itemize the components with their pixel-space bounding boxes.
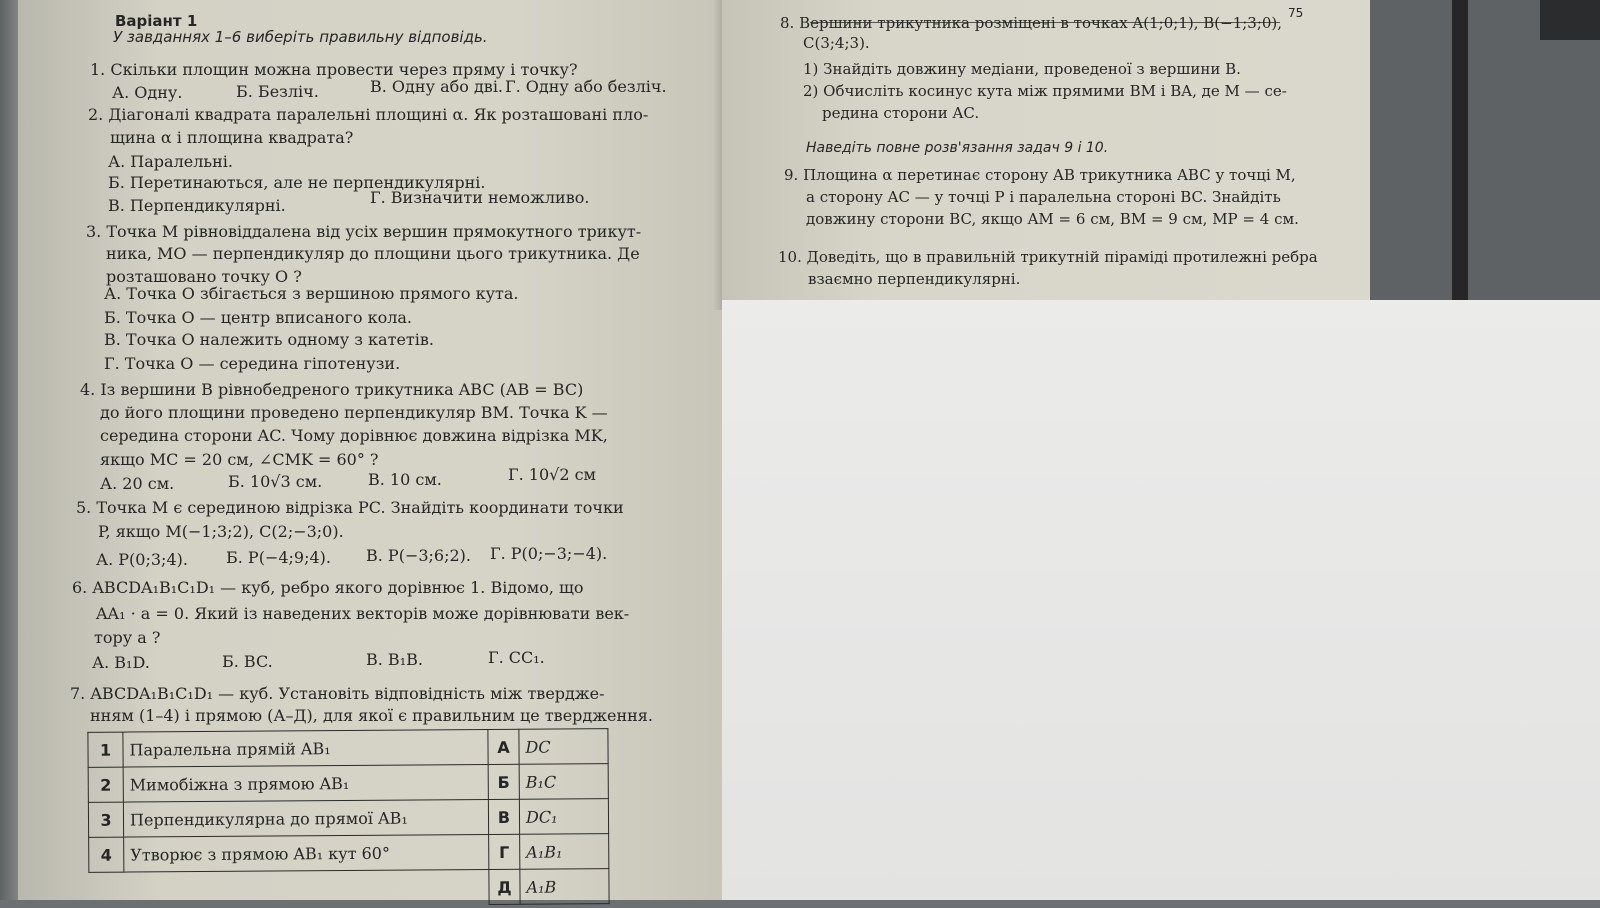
- q5-option-g: Г. P(0;−3;−4).: [490, 544, 608, 563]
- q6-text-1: 6. ABCDA₁B₁C₁D₁ — куб, ребро якого дорівнює 1. Відомо, що: [72, 578, 584, 597]
- q8-text-1: 8. Вершини трикутника розміщені в точках A(1;0;1), B(−1;3;0),: [780, 14, 1283, 32]
- q1-option-b: Б. Безліч.: [236, 82, 319, 101]
- row-letter: А: [488, 729, 519, 764]
- q3-text-1: 3. Точка M рівновіддалена від усіх вершин прямокутного трикут-: [86, 222, 642, 241]
- row-statement: Утворює з прямою AB₁ кут 60°: [124, 835, 489, 873]
- q8-text-2: C(3;4;3).: [803, 34, 870, 52]
- q6-text-3: тору a ?: [94, 628, 161, 647]
- q9-text-1: 9. Площина α перетинає сторону AB трикутника ABC у точці M,: [784, 166, 1296, 184]
- q5-option-a: А. P(0;3;4).: [96, 550, 188, 569]
- q3-option-v: В. Точка O належить одному з катетів.: [104, 330, 434, 349]
- q4-text-1: 4. Із вершини B рівнобедреного трикутника ABC (AB = BC): [80, 380, 584, 399]
- q6-option-g: Г. CC₁.: [488, 648, 545, 667]
- q1-option-a: А. Одну.: [112, 83, 183, 102]
- q6-option-v: В. B₁B.: [366, 650, 423, 669]
- q5-text-2: P, якщо M(−1;3;2), C(2;−3;0).: [98, 522, 344, 541]
- q3-option-a: А. Точка O збігається з вершиною прямого кута.: [104, 284, 519, 303]
- q1-text: 1. Скільки площин можна провести через пряму і точку?: [90, 60, 578, 79]
- section-instruction: Наведіть повне розв'язання задач 9 і 10.: [806, 140, 1109, 156]
- q9-text-2: а сторону AC — у точці P і паралельна стороні BC. Знайдіть: [806, 188, 1281, 206]
- q3-option-g: Г. Точка O — середина гіпотенузи.: [104, 354, 401, 373]
- row-statement: [124, 870, 489, 908]
- instruction: У завданнях 1–6 виберіть правильну відповідь.: [113, 28, 488, 46]
- row-answer: DC: [519, 729, 608, 765]
- q4-option-a: А. 20 см.: [100, 474, 175, 493]
- variant-title: Варіант 1: [115, 12, 198, 30]
- q2-option-v: В. Перпендикулярні.: [108, 196, 286, 215]
- q1-option-g: Г. Одну або безліч.: [505, 77, 667, 96]
- q1-option-v: В. Одну або дві.: [370, 77, 504, 96]
- q4-text-2: до його площини проведено перпендикуляр BM. Точка K —: [100, 403, 608, 422]
- row-statement: Мимобіжна з прямою AB₁: [123, 765, 488, 803]
- page-number: 75: [1288, 6, 1304, 20]
- q2-option-b: Б. Перетинаються, але не перпендикулярні.: [108, 173, 486, 192]
- row-statement: Перпендикулярна до прямої AB₁: [123, 800, 488, 838]
- table-row: [88, 799, 608, 838]
- blank-paper-sheet: [722, 300, 1600, 900]
- q2-option-a: А. Паралельні.: [108, 152, 233, 171]
- desk-right: [1370, 0, 1600, 300]
- q7-text-2: нням (1–4) і прямою (А–Д), для якої є правильним це твердження.: [90, 706, 653, 725]
- q3-text-3: розташовано точку O ?: [106, 267, 302, 286]
- row-answer: B₁C: [519, 764, 608, 800]
- row-number: 2: [88, 767, 123, 802]
- q7-text-1: 7. ABCDA₁B₁C₁D₁ — куб. Установіть відповідність між твердже-: [70, 684, 605, 703]
- table-row: [89, 869, 609, 908]
- q8-item-1: 1) Знайдіть довжину медіани, проведеної з вершини B.: [803, 60, 1241, 78]
- q5-option-v: В. P(−3;6;2).: [366, 546, 471, 565]
- row-letter: В: [488, 799, 519, 834]
- q4-option-b: Б. 10√3 см.: [228, 472, 323, 491]
- q8-item-2-cont: редина сторони AC.: [822, 104, 980, 122]
- q8-item-2: 2) Обчисліть косинус кута між прямими BM і BA, де M — се-: [803, 82, 1287, 100]
- row-number: 4: [89, 837, 124, 872]
- row-letter: Д: [489, 869, 520, 904]
- q2-text-1: 2. Діагоналі квадрата паралельні площині α. Як розташовані пло-: [88, 105, 649, 124]
- table-row: [88, 729, 608, 768]
- row-letter: Б: [488, 764, 519, 799]
- row-number: 3: [88, 802, 123, 837]
- row-answer: A₁B₁: [520, 834, 609, 870]
- q6-option-a: А. B₁D.: [92, 653, 150, 672]
- table-row: [89, 834, 609, 873]
- table-row: [88, 764, 608, 803]
- q10-text-2: взаємно перпендикулярні.: [808, 270, 1021, 288]
- row-answer: A₁B: [520, 869, 609, 905]
- q2-text-2: щина α і площина квадрата?: [110, 128, 354, 147]
- q3-option-b: Б. Точка O — центр вписаного кола.: [104, 308, 412, 327]
- q9-text-3: довжину сторони BC, якщо AM = 6 см, BM = 9 см, MP = 4 см.: [806, 210, 1299, 228]
- q2-option-g: Г. Визначити неможливо.: [370, 188, 590, 207]
- q6-text-2: AA₁ · a = 0. Який із наведених векторів може дорівнювати век-: [96, 604, 630, 623]
- q5-option-b: Б. P(−4;9;4).: [226, 548, 331, 567]
- row-number: [89, 872, 124, 907]
- row-letter: Г: [489, 834, 520, 869]
- q4-option-v: В. 10 см.: [368, 470, 442, 489]
- q10-text-1: 10. Доведіть, що в правильній трикутній піраміді протилежні ребра: [778, 248, 1318, 266]
- row-answer: DC₁: [519, 799, 608, 835]
- cable: [1452, 0, 1468, 300]
- q5-text-1: 5. Точка M є серединою відрізка PC. Знайдіть координати точки: [76, 498, 624, 517]
- row-statement: Паралельна прямій AB₁: [123, 730, 488, 768]
- q4-option-g: Г. 10√2 см: [508, 465, 596, 484]
- q4-text-3: середина сторони AC. Чому дорівнює довжина відрізка MK,: [100, 426, 608, 445]
- matching-table: [87, 728, 609, 908]
- row-number: 1: [88, 732, 123, 767]
- cable-end: [1540, 0, 1600, 40]
- q4-text-4: якщо MC = 20 см, ∠CMK = 60° ?: [100, 450, 379, 469]
- q3-text-2: ника, MO — перпендикуляр до площини цього трикутника. Де: [106, 244, 640, 263]
- q6-option-b: Б. BC.: [222, 652, 273, 671]
